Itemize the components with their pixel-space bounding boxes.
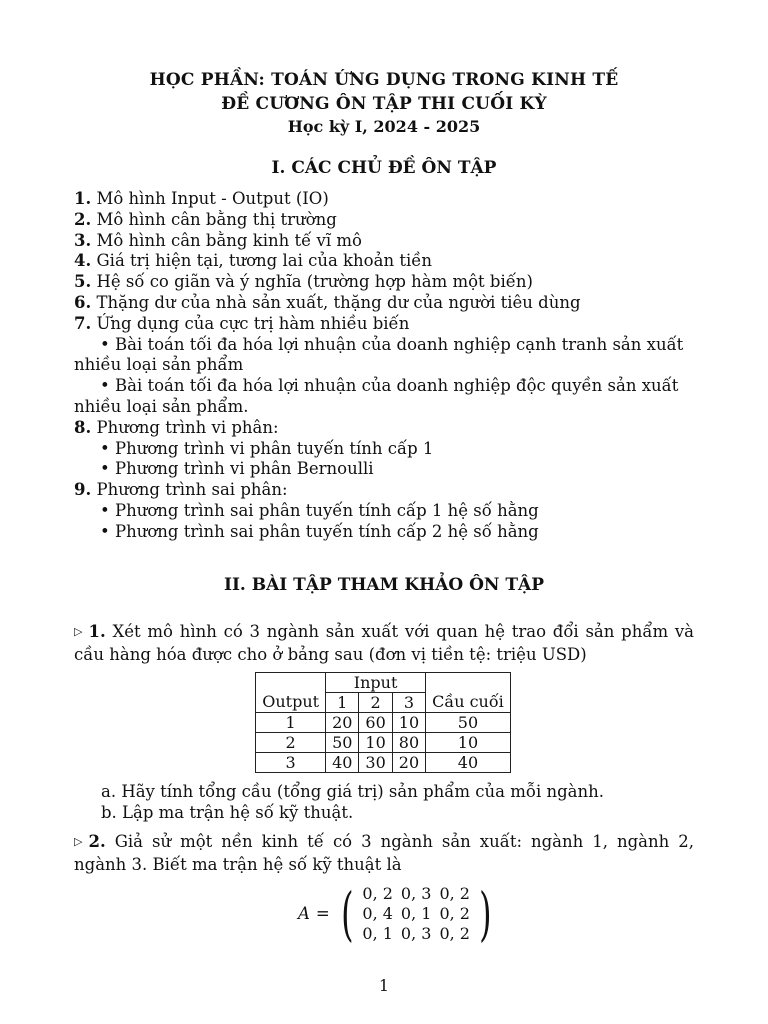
topic-item-5 bbox=[74, 272, 694, 293]
question-a: a. Hãy tính tổng cầu (tổng giá trị) sản phẩm của mỗi ngành. bbox=[101, 781, 605, 801]
exercise-text: Xét mô hình có 3 ngành sản xuất với quan hệ trao đổi sản phẩm và cầu hàng hóa được cho ở bảng sau (đơn vị tiền tệ: triệu USD) bbox=[74, 621, 695, 665]
exercise-number: 1. bbox=[88, 621, 106, 641]
topic-item-4 bbox=[74, 251, 694, 272]
topic-number: 4. bbox=[74, 251, 92, 271]
matrix-cell: 0, 1 bbox=[362, 923, 393, 943]
topic-text: Mô hình cân bằng kinh tế vĩ mô bbox=[96, 230, 362, 250]
input-header: Input bbox=[326, 672, 426, 692]
topic9-sub-item-2: • Phương trình sai phân tuyến tính cấp 2 hệ số hằng bbox=[100, 521, 539, 541]
topic-item-6 bbox=[74, 293, 694, 314]
topic-text: Phương trình vi phân: bbox=[96, 417, 279, 437]
table-final-top-cell bbox=[426, 672, 511, 692]
col-header: 3 bbox=[392, 692, 425, 712]
matrix-row bbox=[358, 884, 474, 904]
equals-sign: = bbox=[315, 904, 330, 924]
table-cell: 20 bbox=[326, 712, 359, 732]
table-cell: 30 bbox=[359, 752, 392, 772]
table-cell: 3 bbox=[256, 752, 326, 772]
topic-number: 3. bbox=[74, 230, 92, 250]
topic8-sub-item-2: • Phương trình vi phân Bernoulli bbox=[100, 459, 374, 479]
topic-text: Phương trình sai phân: bbox=[96, 480, 288, 500]
col-header: 2 bbox=[359, 692, 392, 712]
matrix-equation bbox=[298, 879, 694, 948]
exercise-1-questions bbox=[74, 781, 694, 823]
semester-line: Học kỳ I, 2024 - 2025 bbox=[287, 117, 481, 136]
col-header: 1 bbox=[326, 692, 359, 712]
matrix-cell: 0, 4 bbox=[362, 903, 393, 923]
document-page bbox=[74, 68, 695, 948]
coefficient-matrix bbox=[358, 884, 474, 944]
exercise-1 bbox=[74, 621, 694, 666]
section2-title: II. BÀI TẬP THAM KHẢO ÔN TẬP bbox=[224, 574, 544, 595]
exercise-number: 2. bbox=[88, 831, 106, 851]
matrix-cell: 0, 2 bbox=[439, 903, 470, 923]
table-cell: 80 bbox=[392, 732, 425, 752]
table-row bbox=[256, 712, 511, 732]
document-header bbox=[74, 68, 694, 139]
table-row bbox=[256, 732, 511, 752]
matrix-cell: 0, 3 bbox=[400, 883, 432, 903]
table-cell: 40 bbox=[326, 752, 359, 772]
topic-number: 8. bbox=[74, 417, 92, 437]
table-cell: 10 bbox=[359, 732, 392, 752]
table-cell: 50 bbox=[426, 712, 511, 732]
topic-list bbox=[74, 189, 694, 543]
topic-text: Giá trị hiện tại, tương lai của khoản tiền bbox=[96, 251, 433, 271]
topic-text: Mô hình cân bằng thị trường bbox=[96, 209, 337, 229]
table-cell: 10 bbox=[426, 732, 511, 752]
page-number: 1 bbox=[378, 976, 390, 995]
topic7-sub-item-2: • Bài toán tối đa hóa lợi nhuận của doanh nghiệp độc quyền sản xuất nhiều loại sản phẩm. bbox=[74, 376, 679, 416]
topic9-sub-item-1: • Phương trình sai phân tuyến tính cấp 1 hệ số hằng bbox=[100, 500, 539, 520]
topic-text: Hệ số co giãn và ý nghĩa (trường hợp hàm một biến) bbox=[96, 272, 533, 292]
matrix-row bbox=[358, 904, 474, 924]
topic-item-2 bbox=[74, 210, 694, 231]
exercise-text: Giả sử một nền kinh tế có 3 ngành sản xuất: ngành 1, ngành 2, ngành 3. Biết ma trận hệ số kỹ thuật là bbox=[74, 831, 695, 875]
input-output-table bbox=[255, 672, 511, 773]
topic8-sub-item-1: • Phương trình vi phân tuyến tính cấp 1 bbox=[100, 438, 434, 458]
right-paren-icon: ) bbox=[479, 879, 492, 948]
table-cell: 10 bbox=[392, 712, 425, 732]
matrix-cell: 0, 2 bbox=[362, 883, 393, 903]
topic7-sub-item-1: • Bài toán tối đa hóa lợi nhuận của doanh nghiệp cạnh tranh sản xuất nhiều loại sản phẩm bbox=[74, 334, 684, 375]
topic-item-9 bbox=[74, 480, 694, 501]
topic-item-7 bbox=[74, 314, 694, 335]
topic-item-3 bbox=[74, 231, 694, 252]
table-cell: 40 bbox=[426, 752, 511, 772]
triangle-marker-icon: ▷ bbox=[74, 624, 83, 638]
exam-title: ĐỀ CƯƠNG ÔN TẬP THI CUỐI KỲ bbox=[221, 94, 547, 114]
matrix-cell: 0, 2 bbox=[439, 923, 470, 943]
topic-text: Ứng dụng của cực trị hàm nhiều biến bbox=[96, 313, 410, 333]
topic-text: Thặng dư của nhà sản xuất, thặng dư của người tiêu dùng bbox=[96, 292, 581, 312]
topic-text: Mô hình Input - Output (IO) bbox=[96, 189, 329, 208]
triangle-marker-icon: ▷ bbox=[74, 834, 83, 848]
topic-number: 2. bbox=[74, 209, 92, 229]
output-header: Output bbox=[256, 692, 326, 712]
table-cell: 20 bbox=[392, 752, 425, 772]
topic-number: 7. bbox=[74, 313, 92, 333]
topic-number: 5. bbox=[74, 272, 92, 292]
table-cell: 60 bbox=[359, 712, 392, 732]
exercise-2 bbox=[74, 831, 694, 876]
matrix-label: A bbox=[298, 904, 310, 924]
topic-number: 6. bbox=[74, 292, 92, 312]
section1-title: I. CÁC CHỦ ĐỀ ÔN TẬP bbox=[271, 158, 497, 178]
table-corner-cell bbox=[256, 672, 326, 692]
question-b: b. Lập ma trận hệ số kỹ thuật. bbox=[101, 802, 354, 822]
topic-item-1 bbox=[74, 189, 694, 210]
topic-item-8 bbox=[74, 418, 694, 439]
matrix-cell: 0, 1 bbox=[400, 903, 432, 923]
topic-number: 1. bbox=[74, 189, 92, 208]
table-row bbox=[256, 752, 511, 772]
matrix-cell: 0, 2 bbox=[439, 883, 470, 903]
matrix-row bbox=[358, 924, 474, 944]
table-cell: 50 bbox=[326, 732, 359, 752]
course-title: HỌC PHẦN: TOÁN ỨNG DỤNG TRONG KINH TẾ bbox=[149, 70, 619, 90]
final-demand-header: Cầu cuối bbox=[426, 692, 511, 712]
topic-number: 9. bbox=[74, 480, 92, 500]
matrix-cell: 0, 3 bbox=[400, 923, 432, 943]
left-paren-icon: ( bbox=[340, 879, 354, 948]
table-cell: 2 bbox=[256, 732, 326, 752]
table-cell: 1 bbox=[256, 712, 326, 732]
